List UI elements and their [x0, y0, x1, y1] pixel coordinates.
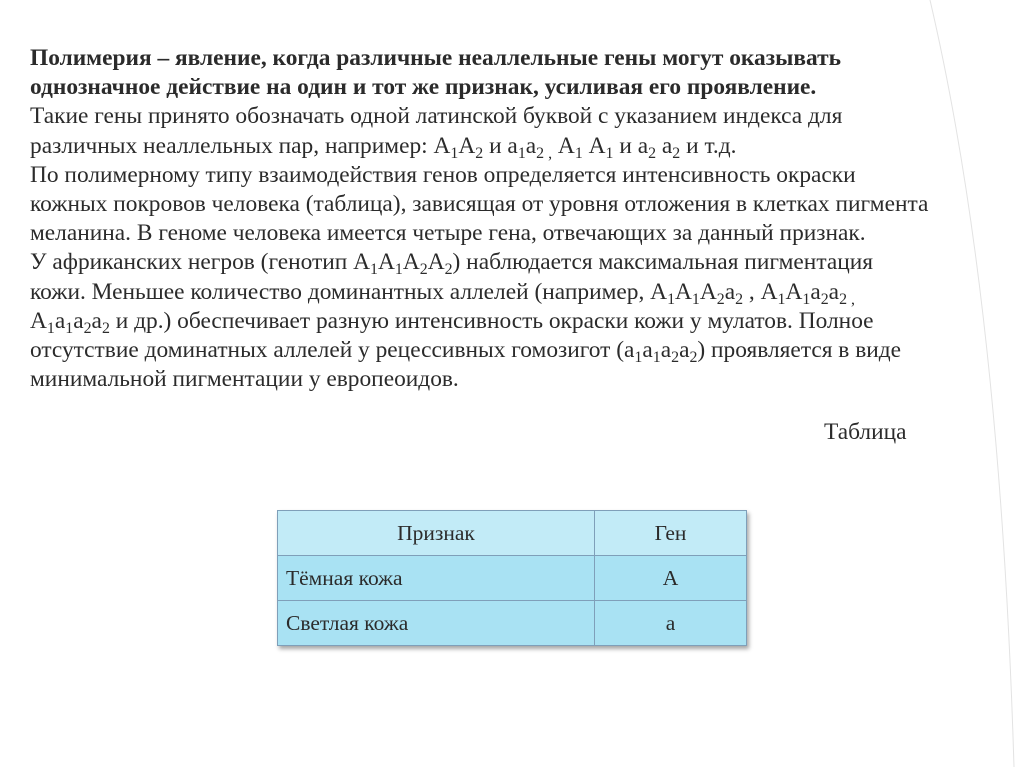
- text-line-10: $А_1а_1а_2а_2$ и др.) обеспечивает разную интенсивность окраски кожи у мулатов. Полное: [30, 307, 874, 337]
- text-line-9: кожи. Меньшее количество доминантных аллелей (например, $А_1А_1А_2а_2$ , $А_1А_1а_2а_{2 ,}$: [30, 278, 855, 308]
- gene-table: [277, 510, 747, 646]
- text-line-12: минимальной пигментации у европеоидов.: [30, 366, 459, 393]
- text-line-5: По полимерному типу взаимодействия генов определяется интенсивность окраски: [30, 161, 856, 188]
- table-row: [278, 556, 747, 601]
- text-line-7: меланина. В геноме человека имеется четыре гена, отвечающих за данный признак.: [30, 220, 866, 247]
- table-caption: Таблица: [824, 419, 907, 445]
- text-line-3: Такие гены принято обозначать одной латинской буквой с указанием индекса для: [30, 103, 843, 130]
- body-text: [30, 44, 1020, 394]
- text-line-8: У африканских негров (генотип $А_1А_1А_2А_2$) наблюдается максимальная пигментация: [30, 249, 874, 279]
- cell-gene: А: [595, 556, 747, 601]
- table-row: [278, 601, 747, 646]
- table-header-row: [278, 511, 747, 556]
- text-line-6: кожных покровов человека (таблица), зависящая от уровня отложения в клетках пигмента: [30, 191, 929, 218]
- definition-line-2: однозначное действие на один и тот же признак, усиливая его проявление.: [30, 74, 817, 101]
- header-gene: Ген: [595, 511, 747, 556]
- cell-trait: Светлая кожа: [278, 601, 595, 646]
- cell-gene: а: [595, 601, 747, 646]
- header-trait: Признак: [278, 511, 595, 556]
- definition-line-1: Полимерия – явление, когда различные неаллельные гены могут оказывать: [30, 45, 841, 71]
- cell-trait: Тёмная кожа: [278, 556, 595, 601]
- text-line-4: различных неаллельных пар, например: $А_1А_2$ и $а_1а_{2 ,}$ $А_1$ $А_1$ и $а_2$ $а_2$ и т.д.: [30, 132, 737, 162]
- text-line-11: отсутствие доминатных аллелей у рецессивных гомозигот $(а_1а_1а_2а_2)$ проявляется в виде: [30, 337, 902, 367]
